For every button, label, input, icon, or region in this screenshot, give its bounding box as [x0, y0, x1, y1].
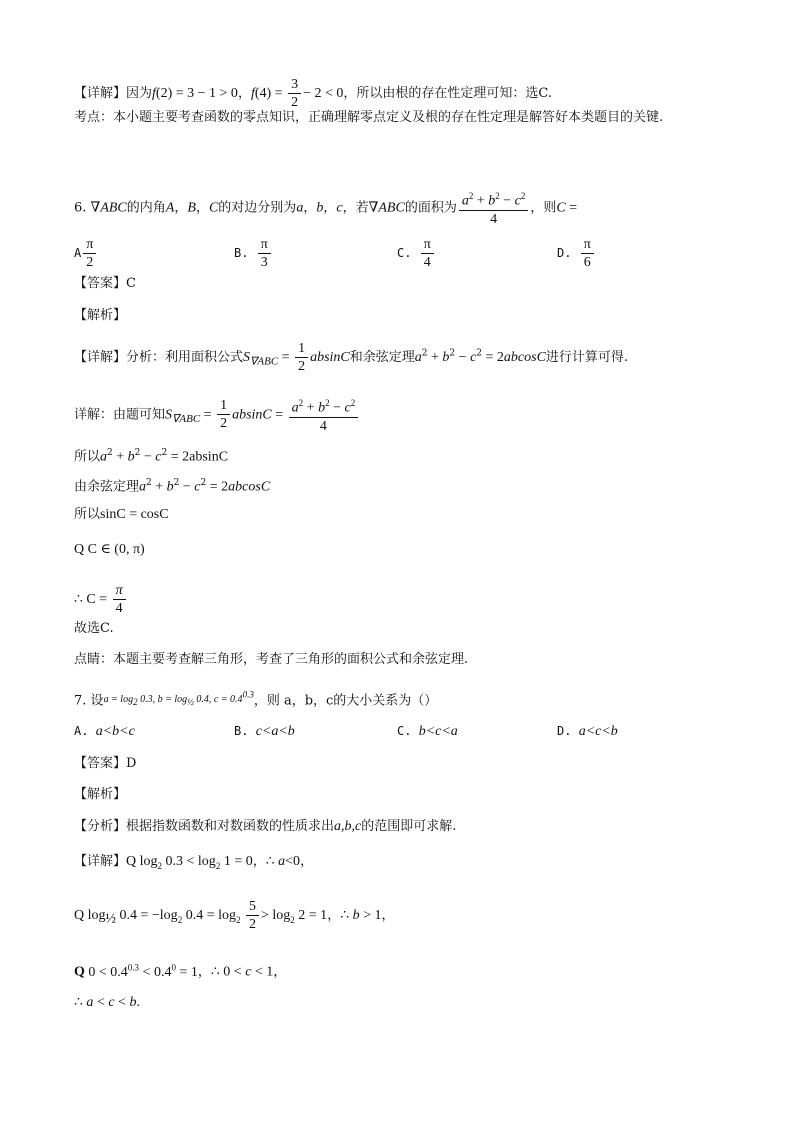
answer-value: D	[126, 756, 137, 771]
text: 的范围即可求解.	[361, 819, 457, 834]
option-label: B.	[234, 724, 249, 738]
text: ，	[237, 86, 251, 101]
option-text: c<a<b	[255, 724, 295, 739]
detail-tag: 【详解】	[74, 854, 127, 869]
text: 所以	[74, 507, 101, 522]
q7-option-d	[557, 724, 618, 740]
q6-option-a	[74, 236, 98, 271]
text: 详解：由题可知	[74, 407, 166, 423]
answer-tag: 【答案】	[74, 756, 127, 771]
math: (4) =	[254, 86, 287, 101]
answer-tag: 【答案】	[74, 276, 127, 291]
option-text: b<c<a	[418, 724, 458, 739]
q6-option-d	[557, 236, 596, 271]
math: ∇	[90, 200, 101, 216]
math: B	[187, 200, 196, 216]
option-text: a<b<c	[95, 724, 135, 739]
q6-step2: 由余弦定理$a^2 + b^2 - c^2 = 2abcosC$	[74, 478, 271, 495]
option-label: D.	[557, 724, 572, 738]
fraction: $\frac{\pi}{4}$	[113, 582, 126, 617]
text: 设	[90, 693, 104, 709]
option-label: D.	[557, 246, 572, 260]
math: ABC	[100, 200, 127, 216]
math: $a = \log_2 0.3$, $b = \log_{\frac{1}{2}} 0.4$, $c = 0.4^{0.3}$	[103, 690, 254, 708]
math: abcosC	[503, 350, 546, 365]
q6-step1: 所以$a^2 + b^2 - c^2 = 2absinC$	[74, 448, 229, 465]
q6-step3: 所以sinC = cosC	[74, 507, 169, 522]
text: 的对边分别为	[218, 200, 297, 216]
q7-option-c	[397, 724, 458, 740]
option-label: B.	[234, 246, 249, 260]
math: b	[316, 200, 324, 216]
answer-value: C	[126, 276, 136, 291]
detail-tag: 【详解】	[74, 350, 127, 365]
q6-answer	[74, 275, 136, 293]
fraction: $\frac{5}{2}$	[246, 898, 259, 933]
q6-analysis-tag: 【解析】	[74, 308, 127, 323]
math: a,b,c	[334, 819, 362, 834]
q6-step4: Q C ∈ (0, π)	[74, 542, 145, 557]
option-label: C.	[397, 246, 412, 260]
text: 的内角	[126, 200, 166, 216]
fraction: $\frac{1}{2}$	[217, 397, 230, 432]
q5-kaodian: 考点：本小题主要考查函数的零点知识，正确理解零点定义及根的存在性定理是解答好本类题目的关键.	[74, 110, 664, 125]
q6-guxuan: 故选C.	[74, 621, 114, 636]
text: 所以	[74, 449, 101, 465]
math: a	[296, 200, 304, 216]
math: S	[243, 350, 251, 365]
math: =	[565, 200, 578, 216]
fraction: $\frac{a^2 + b^2 - c^2}{4}$	[289, 395, 359, 435]
fraction: $\frac{\pi}{6}$	[581, 236, 594, 271]
text: ，则	[530, 200, 557, 216]
q7-detail-3: Q $0 < 0.4^{0.3} < 0.4^0 = 1$，∴ 0 < c < 1，	[74, 962, 287, 980]
fraction: $\frac{3}{2}$	[288, 76, 301, 111]
q6-dianjing: 点睛：本题主要考查解三角形，考查了三角形的面积公式和余弦定理.	[74, 652, 469, 667]
math: f	[250, 86, 255, 101]
q6-option-c	[397, 236, 436, 271]
text: ，若	[342, 200, 369, 216]
q6-stem: 6. ∇ABC的内角A，B，C的对边分别为a，b，c，若∇ABC的面积为 $\frac{a^2 + b^2 - c^2}{4}$ ，则C =	[74, 188, 577, 228]
q7-detail-2: Q $\log_{\frac{1}{2}} 0.4 = -\log_2$ $0.4 = \log_2$ $\frac{5}{2}$ > $\log_2 2 = 1$，∴ b > 1，	[74, 899, 395, 932]
text: 因为	[126, 86, 153, 101]
question-number: 6.	[74, 200, 87, 216]
math: A	[165, 200, 175, 216]
fraction: $\frac{\pi}{4}$	[421, 236, 434, 271]
math: f	[152, 86, 156, 101]
text: 分析：利用面积公式	[126, 350, 244, 365]
fraction: $\frac{a^2 + b^2 - c^2}{4}$	[459, 188, 529, 228]
text: ，则 a，b，c的大小关系为（）	[253, 693, 438, 709]
q5-detail-line	[74, 76, 552, 111]
q7-detail-4: ∴ a < c < b.	[74, 995, 140, 1010]
text: 的面积为	[404, 200, 457, 216]
math: C	[556, 200, 566, 216]
fraction: $\frac{1}{2}$	[295, 340, 308, 375]
q7-option-b	[234, 724, 295, 740]
q7-analysis-tag: 【解析】	[74, 787, 127, 802]
q6-analysis: 【详解】分析：利用面积公式$S_{\nabla ABC}$ = $\frac{1}{2}$ absinC和余弦定理$a^2 + b^2 - c^2 = 2abcosC$进行计算可得.	[74, 341, 629, 374]
q7-detail-1: 【详解】Q $\log_2 0.3 < \log_2 1 = 0$，∴ a<0，	[74, 854, 314, 871]
math: ABC	[378, 200, 405, 216]
q7-option-a	[74, 724, 135, 740]
text: 进行计算可得.	[545, 350, 629, 365]
q6-step5: ∴ C = $\frac{\pi}{4}$	[74, 582, 128, 617]
option-label: C.	[397, 724, 412, 738]
math: ∇	[368, 200, 379, 216]
text: 根据指数函数和对数函数的性质求出	[126, 819, 335, 834]
text: 和余弦定理	[349, 350, 415, 365]
math: − 2 < 0	[303, 86, 344, 101]
q7-stem	[74, 686, 437, 711]
fenxi-tag: 【分析】	[74, 819, 127, 834]
math: (2) = 3 − 1 > 0	[155, 86, 238, 101]
fraction: $\frac{\pi}{2}$	[83, 236, 96, 271]
math: c	[336, 200, 343, 216]
option-label: A	[74, 246, 82, 260]
detail-tag: 【详解】	[74, 86, 127, 101]
question-number: 7.	[74, 693, 87, 709]
option-text: a<c<b	[578, 724, 618, 739]
fraction: $\frac{\pi}{3}$	[258, 236, 271, 271]
q6-detail: 详解：由题可知$S_{\nabla ABC}$ = $\frac{1}{2}$ absinC = $\frac{a^2 + b^2 - c^2}{4}$	[74, 395, 360, 435]
text: ，所以由根的存在性定理可知：选C.	[343, 86, 552, 101]
math: C	[208, 200, 219, 216]
option-label: A.	[74, 724, 89, 738]
q6-option-b	[234, 236, 273, 271]
q7-fenxi	[74, 818, 456, 836]
math: absinC	[310, 350, 350, 365]
text: 由余弦定理	[74, 479, 140, 495]
q7-answer	[74, 755, 136, 773]
